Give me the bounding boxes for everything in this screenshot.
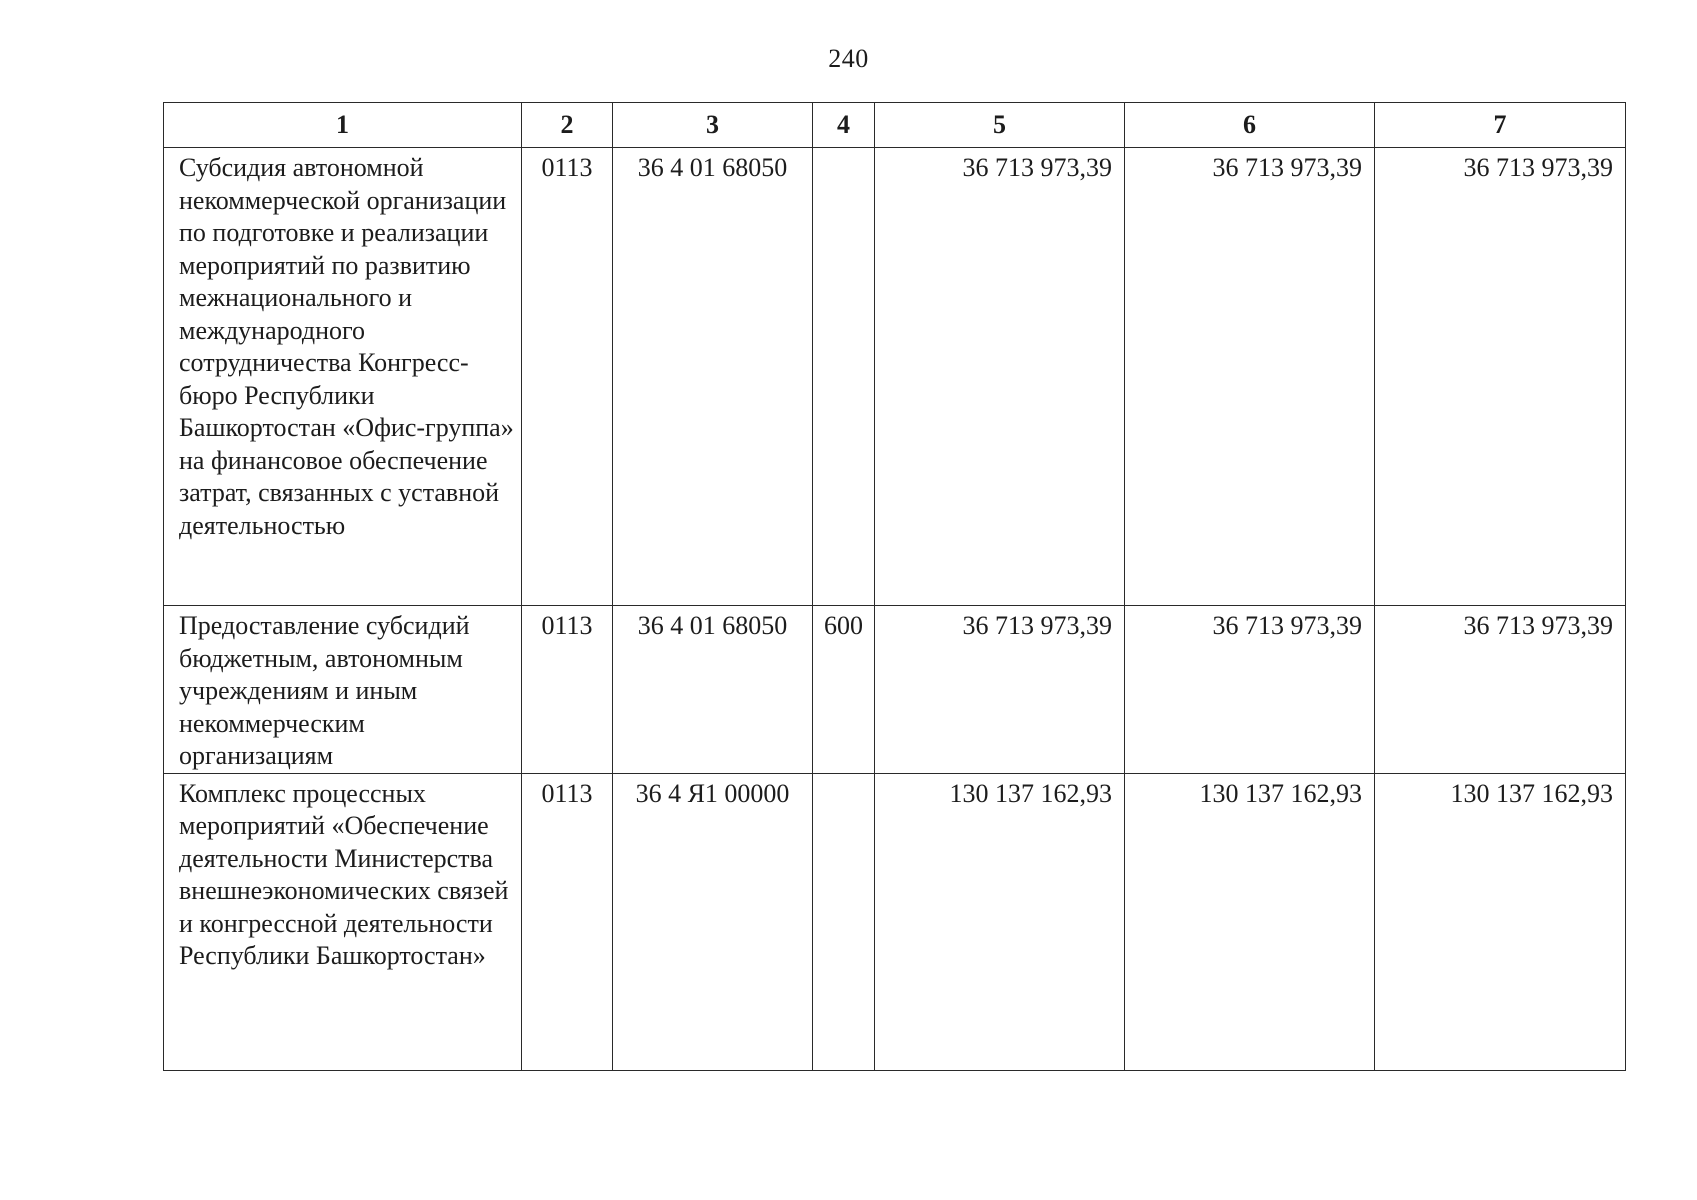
amount-cell-col6: 130 137 162,93 — [1125, 773, 1375, 1070]
target-code-cell: 36 4 01 68050 — [613, 148, 813, 606]
column-header-4: 4 — [813, 103, 875, 148]
expense-type-cell — [813, 148, 875, 606]
column-header-6: 6 — [1125, 103, 1375, 148]
section-cell: 0113 — [522, 773, 613, 1070]
table-header-row — [164, 103, 1626, 148]
row-name-cell: Предоставление субсидий бюджетным, автономным учреждениям и иным некоммерческим организациям — [164, 606, 522, 774]
table-row — [164, 773, 1626, 1070]
page-number: 240 — [828, 44, 869, 73]
amount-cell-col6: 36 713 973,39 — [1125, 606, 1375, 774]
amount-cell-col5: 130 137 162,93 — [875, 773, 1125, 1070]
section-cell: 0113 — [522, 606, 613, 774]
target-code-cell: 36 4 01 68050 — [613, 606, 813, 774]
table-row — [164, 606, 1626, 774]
amount-cell-col7: 130 137 162,93 — [1375, 773, 1626, 1070]
budget-table — [163, 102, 1626, 1071]
column-header-3: 3 — [613, 103, 813, 148]
row-name-cell: Комплекс процессных мероприятий «Обеспечение деятельности Министерства внешнеэкономических связей и конгрессной деятельности Республики Башкортостан» — [164, 773, 522, 1070]
column-header-2: 2 — [522, 103, 613, 148]
budget-table-container — [163, 102, 1625, 1071]
expense-type-cell — [813, 773, 875, 1070]
target-code-cell: 36 4 Я1 00000 — [613, 773, 813, 1070]
column-header-7: 7 — [1375, 103, 1626, 148]
amount-cell-col5: 36 713 973,39 — [875, 148, 1125, 606]
amount-cell-col6: 36 713 973,39 — [1125, 148, 1375, 606]
amount-cell-col7: 36 713 973,39 — [1375, 606, 1626, 774]
section-cell: 0113 — [522, 148, 613, 606]
column-header-5: 5 — [875, 103, 1125, 148]
column-header-1: 1 — [164, 103, 522, 148]
amount-cell-col5: 36 713 973,39 — [875, 606, 1125, 774]
amount-cell-col7: 36 713 973,39 — [1375, 148, 1626, 606]
table-row — [164, 148, 1626, 606]
expense-type-cell: 600 — [813, 606, 875, 774]
row-name-cell: Субсидия автономной некоммерческой организации по подготовке и реализации мероприятий по развитию межнационального и международного сотрудничества Конгресс-бюро Республики Башкортостан «Офис-группа» на финансовое обеспечение затрат, связанных с уставной деятельностью — [164, 148, 522, 606]
